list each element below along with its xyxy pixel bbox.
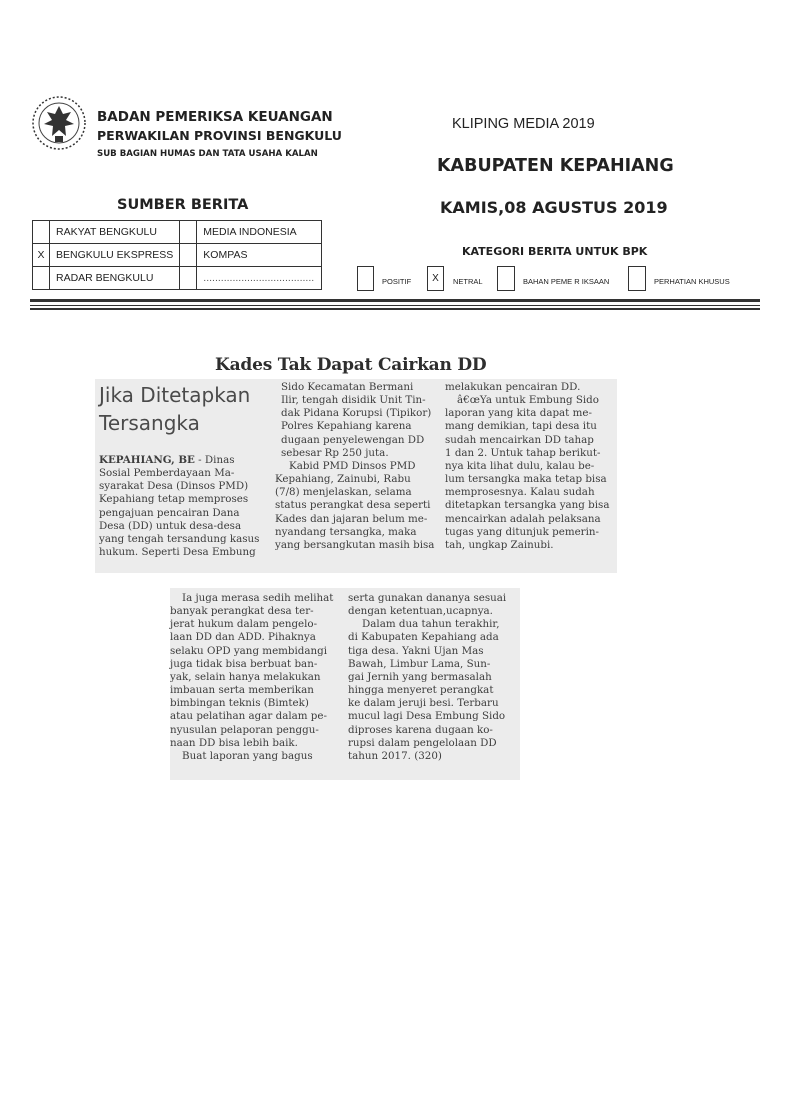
text-line: atau pelatihan agar dalam pe- bbox=[170, 710, 327, 723]
text-line: jerat hukum dalam pengelo- bbox=[170, 618, 318, 631]
text-line: nya kita lihat dulu, kalau be- bbox=[445, 459, 595, 472]
text-line: ke dalam jeruji besi. Terbaru bbox=[348, 697, 499, 710]
text-line: Kepahiang, Zainubi, Rabu bbox=[275, 473, 411, 486]
text-line: bimbingan teknis (Bimtek) bbox=[170, 697, 309, 710]
text-line: hingga menyeret perangkat bbox=[348, 684, 494, 697]
text-line: mencairkan adalah pelaksana bbox=[445, 512, 601, 525]
categories-title: KATEGORI BERITA UNTUK BPK bbox=[462, 245, 648, 258]
source-check[interactable] bbox=[180, 267, 197, 290]
text-line: di Kabupaten Kepahiang ada bbox=[348, 631, 499, 644]
text-line: â€œYa untuk Embung Sido bbox=[457, 394, 599, 407]
kliping-label: KLIPING MEDIA 2019 bbox=[452, 116, 595, 132]
text-line: hukum. Seperti Desa Embung bbox=[99, 546, 256, 559]
source-check[interactable] bbox=[180, 221, 197, 244]
category-checkbox-netral[interactable]: X bbox=[427, 266, 444, 291]
text-line: Sido Kecamatan Bermani bbox=[281, 381, 414, 393]
category-label-perhatian: PERHATIAN KHUSUS bbox=[654, 277, 730, 286]
source-label: MEDIA INDONESIA bbox=[197, 221, 322, 244]
text-line: status perangkat desa seperti bbox=[275, 499, 431, 512]
category-checkbox-positif[interactable] bbox=[357, 266, 374, 291]
text-line: gai Jernih yang bermasalah bbox=[348, 670, 492, 683]
text-line: Kabid PMD Dinsos PMD bbox=[289, 459, 416, 472]
text-line: rupsi dalam pengelolaan DD bbox=[348, 736, 497, 749]
text-line: melakukan pencairan DD. bbox=[445, 381, 581, 393]
source-label: BENGKULU EKSPRESS bbox=[50, 244, 180, 267]
sources-table bbox=[32, 220, 322, 290]
article-headline: Kades Tak Dapat Cairkan DD bbox=[215, 355, 487, 375]
date-title: KAMIS,08 AGUSTUS 2019 bbox=[440, 198, 668, 217]
subhead-line1: Jika Ditetapkan bbox=[99, 383, 251, 407]
article-clipping-1 bbox=[95, 379, 617, 573]
text-line: mang demikian, tapi desa itu bbox=[445, 420, 597, 433]
source-check[interactable] bbox=[33, 221, 50, 244]
org-branch: PERWAKILAN PROVINSI BENGKULU bbox=[97, 128, 342, 143]
text-line: tugas yang ditunjuk pemerin- bbox=[445, 525, 600, 538]
category-label-bahan: BAHAN PEME R IKSAAN bbox=[523, 277, 610, 286]
source-label: ...................................... bbox=[197, 267, 322, 290]
text-line: sudah mencairkan DD tahap bbox=[445, 433, 594, 446]
source-check[interactable] bbox=[180, 244, 197, 267]
text-line: ditetapkan tersangka yang bisa bbox=[445, 499, 610, 512]
dateline: KEPAHIANG, BE bbox=[99, 454, 195, 466]
text-line: nyusulan pelaporan penggu- bbox=[170, 723, 319, 736]
text-line: pengajuan pencairan Dana bbox=[99, 506, 240, 519]
article-column-2 bbox=[271, 381, 443, 552]
source-check[interactable]: X bbox=[33, 244, 50, 267]
region-title: KABUPATEN KEPAHIANG bbox=[437, 156, 674, 176]
text-line: diproses karena dugaan ko- bbox=[348, 723, 493, 736]
text-line: tiga desa. Yakni Ujan Mas bbox=[348, 644, 484, 657]
text-line: selaku OPD yang membidangi bbox=[170, 644, 328, 657]
article-column-1 bbox=[99, 454, 265, 559]
text-line: syarakat Desa (Dinsos PMD) bbox=[99, 480, 249, 493]
text-line: yang bersangkutan masih bisa bbox=[275, 538, 435, 551]
category-label-netral: NETRAL bbox=[453, 277, 483, 286]
text-line: tahun 2017. (320) bbox=[348, 749, 442, 762]
divider bbox=[30, 308, 760, 310]
category-checkbox-bahan[interactable] bbox=[497, 266, 515, 291]
article-column-4 bbox=[170, 592, 340, 763]
text-line: lum tersangka maka tetap bisa bbox=[445, 473, 607, 486]
source-label: KOMPAS bbox=[197, 244, 322, 267]
text-line: serta gunakan dananya sesuai bbox=[348, 592, 507, 604]
text-line: naan DD bisa lebih baik. bbox=[170, 736, 298, 749]
text-line: Sosial Pemberdayaan Ma- bbox=[99, 467, 235, 480]
text-line: Kades dan jajaran belum me- bbox=[275, 512, 428, 525]
text-line: tah, ungkap Zainubi. bbox=[445, 538, 554, 551]
text-line: imbauan serta memberikan bbox=[170, 684, 314, 697]
source-check[interactable] bbox=[33, 267, 50, 290]
text-line: Bawah, Limbur Lama, Sun- bbox=[348, 657, 491, 670]
divider bbox=[30, 305, 760, 306]
bpk-emblem-icon bbox=[30, 94, 88, 152]
article-clipping-2 bbox=[170, 588, 520, 780]
text-line: Ia juga merasa sedih melihat bbox=[182, 592, 334, 604]
category-checkbox-perhatian[interactable] bbox=[628, 266, 646, 291]
text-line: yang tengah tersandung kasus bbox=[99, 532, 260, 545]
text-line: Polres Kepahiang karena bbox=[281, 420, 412, 433]
text-line: mucul lagi Desa Embung Sido bbox=[348, 710, 506, 723]
org-sub: SUB BAGIAN HUMAS DAN TATA USAHA KALAN bbox=[97, 149, 318, 159]
text-line: laporan yang kita dapat me- bbox=[445, 407, 592, 420]
category-label-positif: POSITIF bbox=[382, 277, 412, 286]
text-line: memprosesnya. Kalau sudah bbox=[445, 486, 595, 499]
text-line: yak, selain hanya melakukan bbox=[170, 670, 321, 683]
text-line: sebesar Rp 250 juta. bbox=[281, 446, 389, 459]
text-line: dugaan penyelewengan DD bbox=[281, 433, 425, 446]
article-column-3 bbox=[445, 381, 615, 552]
text-line: Kepahiang tetap memproses bbox=[99, 493, 249, 506]
article-column-5 bbox=[348, 592, 518, 763]
divider bbox=[30, 299, 760, 302]
text-line: Dalam dua tahun terakhir, bbox=[362, 618, 500, 631]
text-line: Ilir, tengah disidik Unit Tin- bbox=[281, 394, 426, 407]
text-line: laan DD dan ADD. Pihaknya bbox=[170, 631, 316, 644]
text-line: juga tidak bisa berbuat ban- bbox=[170, 657, 318, 670]
text-line: Desa (DD) untuk desa-desa bbox=[99, 519, 242, 532]
text-line: KEPAHIANG, BE - Dinas bbox=[99, 454, 235, 466]
sources-title: SUMBER BERITA bbox=[117, 197, 249, 213]
subhead-line2: Tersangka bbox=[99, 411, 200, 435]
text-line: (7/8) menjelaskan, selama bbox=[275, 486, 412, 499]
org-name: BADAN PEMERIKSA KEUANGAN bbox=[97, 109, 333, 125]
source-label: RAKYAT BENGKULU bbox=[50, 221, 180, 244]
text-line: banyak perangkat desa ter- bbox=[170, 605, 314, 618]
source-row bbox=[33, 244, 322, 267]
text-line: nyandang tersangka, maka bbox=[275, 525, 417, 538]
source-row bbox=[33, 267, 322, 290]
source-row bbox=[33, 221, 322, 244]
text-line: Buat laporan yang bagus bbox=[182, 749, 313, 762]
text-line: dengan ketentuan,ucapnya. bbox=[348, 605, 493, 618]
text-line: 1 dan 2. Untuk tahap berikut- bbox=[445, 446, 601, 459]
text-line: dak Pidana Korupsi (Tipikor) bbox=[281, 407, 432, 420]
source-label: RADAR BENGKULU bbox=[50, 267, 180, 290]
